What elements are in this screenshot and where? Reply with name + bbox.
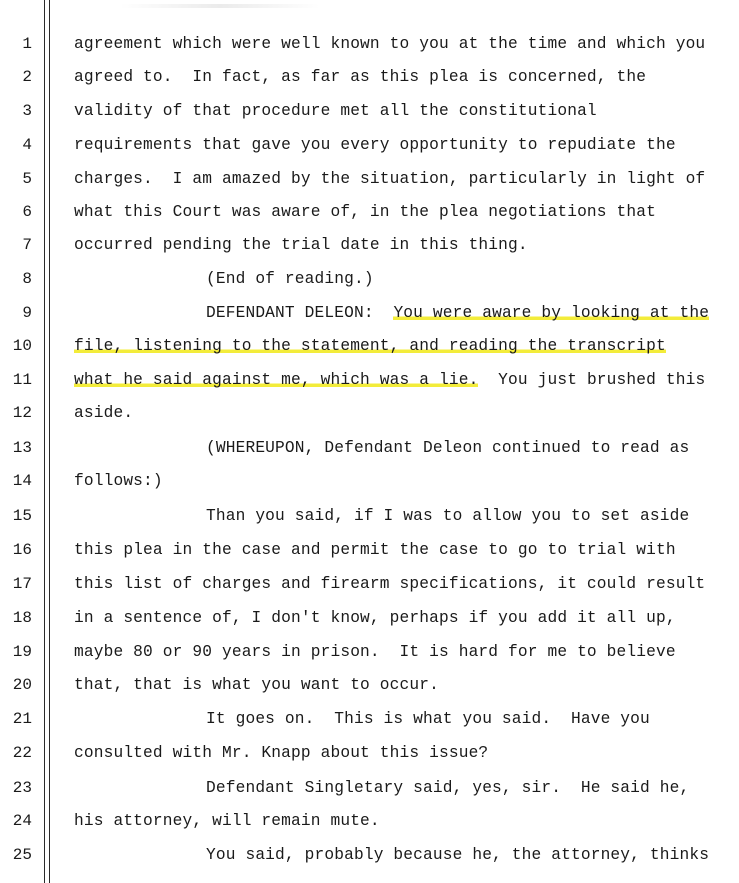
transcript-line — [0, 397, 739, 431]
line-number: 23 — [12, 779, 32, 797]
transcript-line — [0, 534, 739, 568]
transcript-line — [0, 432, 739, 466]
line-number: 3 — [22, 102, 32, 120]
line-text: aside. — [74, 404, 134, 422]
scan-smudge — [120, 4, 320, 8]
line-text: It goes on. This is what you said. Have you — [206, 710, 650, 728]
line-number: 17 — [12, 575, 32, 593]
line-text: You said, probably because he, the attorney, thinks — [206, 846, 710, 864]
line-text: validity of that procedure met all the constitutional — [74, 102, 597, 120]
transcript-line — [0, 772, 739, 806]
line-number: 19 — [12, 643, 32, 661]
transcript-line — [0, 196, 739, 230]
line-number: 1 — [22, 35, 32, 53]
transcript-line — [0, 839, 739, 873]
transcript-line — [0, 129, 739, 163]
transcript-line — [0, 703, 739, 737]
transcript-line — [0, 95, 739, 129]
transcript-line — [0, 163, 739, 197]
line-number: 15 — [12, 507, 32, 525]
transcript-line — [0, 297, 739, 331]
line-text — [74, 336, 666, 356]
line-number: 16 — [12, 541, 32, 559]
line-number: 10 — [12, 337, 32, 355]
line-number: 5 — [22, 170, 32, 188]
line-text: agreed to. In fact, as far as this plea is concerned, the — [74, 68, 647, 86]
line-text: (End of reading.) — [206, 270, 374, 288]
line-text: consulted with Mr. Knapp about this issue? — [74, 744, 489, 762]
line-number: 25 — [12, 846, 32, 864]
line-text: follows:) — [74, 472, 163, 490]
line-text: his attorney, will remain mute. — [74, 812, 380, 830]
transcript-line — [0, 28, 739, 62]
line-number: 12 — [12, 404, 32, 422]
line-text: (WHEREUPON, Defendant Deleon continued to read as — [206, 439, 690, 457]
transcript-line — [0, 568, 739, 602]
plain-text: You just brushed this — [478, 371, 706, 389]
line-text: agreement which were well known to you at the time and which you — [74, 35, 706, 53]
line-number: 4 — [22, 136, 32, 154]
highlighted-text: what he said against me, which was a lie. — [74, 371, 479, 389]
transcript-line — [0, 229, 739, 263]
line-number: 6 — [22, 203, 32, 221]
transcript-line — [0, 465, 739, 499]
line-number: 20 — [12, 676, 32, 694]
transcript-line — [0, 805, 739, 839]
line-number: 22 — [12, 744, 32, 762]
line-number: 11 — [12, 371, 32, 389]
line-text: Defendant Singletary said, yes, sir. He said he, — [206, 779, 690, 797]
line-number: 9 — [22, 304, 32, 322]
line-number: 7 — [22, 236, 32, 254]
line-text: this list of charges and firearm specifications, it could result — [74, 575, 706, 593]
transcript-line — [0, 364, 739, 398]
transcript-line — [0, 263, 739, 297]
transcript-line — [0, 602, 739, 636]
line-text — [74, 370, 705, 390]
line-text: that, that is what you want to occur. — [74, 676, 439, 694]
transcript-line — [0, 737, 739, 771]
transcript-line — [0, 636, 739, 670]
line-number: 21 — [12, 710, 32, 728]
text-gap — [374, 304, 394, 322]
line-text: in a sentence of, I don't know, perhaps if you add it all up, — [74, 609, 676, 627]
highlighted-text: file, listening to the statement, and reading the transcript — [74, 337, 666, 355]
line-text: charges. I am amazed by the situation, particularly in light of — [74, 170, 706, 188]
line-number: 8 — [22, 270, 32, 288]
transcript-line — [0, 61, 739, 95]
transcript-line — [0, 669, 739, 703]
line-number: 24 — [12, 812, 32, 830]
transcript-line — [0, 500, 739, 534]
line-text: this plea in the case and permit the case to go to trial with — [74, 541, 676, 559]
line-number: 18 — [12, 609, 32, 627]
line-number: 14 — [12, 472, 32, 490]
line-text: requirements that gave you every opportunity to repudiate the — [74, 136, 676, 154]
line-number: 2 — [22, 68, 32, 86]
speaker-label: DEFENDANT DELEON: — [206, 304, 374, 322]
line-text: what this Court was aware of, in the plea negotiations that — [74, 203, 656, 221]
line-text: maybe 80 or 90 years in prison. It is hard for me to believe — [74, 643, 676, 661]
line-number: 13 — [12, 439, 32, 457]
highlighted-text: You were aware by looking at the — [393, 304, 710, 322]
line-text: Than you said, if I was to allow you to set aside — [206, 507, 690, 525]
transcript-line — [0, 330, 739, 364]
line-text — [206, 303, 709, 323]
line-text: occurred pending the trial date in this thing. — [74, 236, 528, 254]
